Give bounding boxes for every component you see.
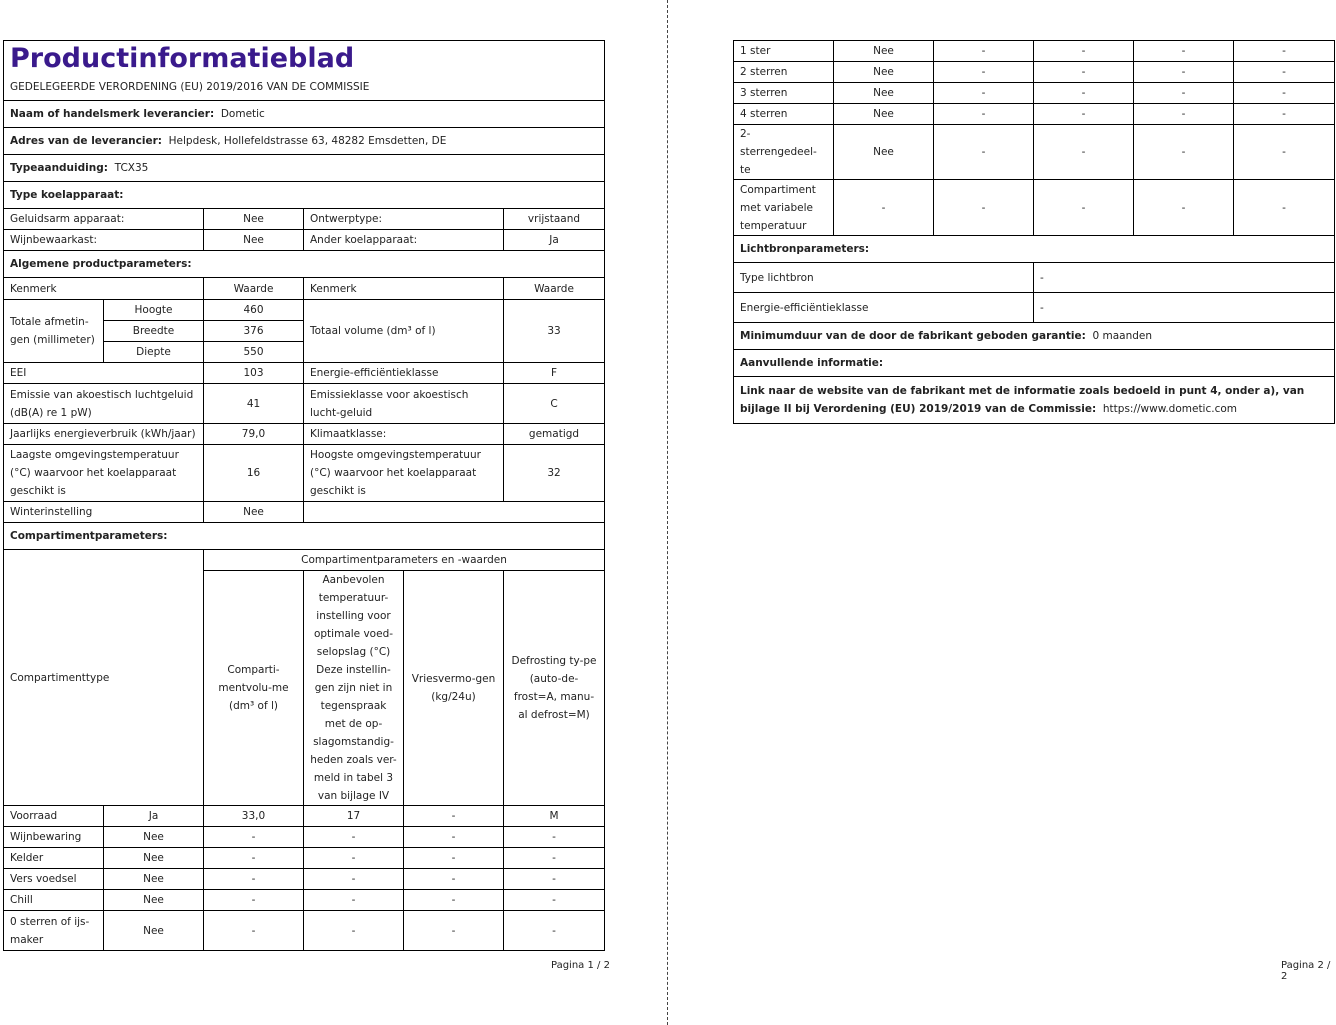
product-info-table-continued (733, 40, 1335, 424)
compartment-freeze: - (1134, 180, 1234, 236)
compartment-present: Nee (104, 911, 204, 951)
wine-cabinet-label: Wijnbewaarkast: (4, 230, 204, 251)
volume-label: Totaal volume (dm³ of l) (304, 300, 504, 363)
compartment-temp: - (304, 827, 404, 848)
compartment-volume: - (934, 41, 1034, 62)
compartment-temp: - (1034, 62, 1134, 83)
compartment-temp: - (1034, 125, 1134, 180)
page-2 (733, 40, 1334, 424)
height-value: 460 (204, 300, 304, 321)
climate-class-value: gematigd (504, 424, 605, 445)
noise-class-value: C (504, 384, 605, 424)
column-waarde-right: Waarde (504, 278, 605, 300)
min-temp-value: 16 (204, 445, 304, 502)
light-class-label: Energie-efficiëntieklasse (734, 293, 1034, 323)
compartment-present: Nee (104, 890, 204, 911)
compartment-present: Nee (104, 848, 204, 869)
compartment-freeze: - (404, 869, 504, 890)
compartment-volume: - (934, 104, 1034, 125)
compartment-defrost: - (1234, 104, 1335, 125)
table-row (734, 104, 1335, 125)
energy-class-label: Energie-efficiëntieklasse (304, 363, 504, 384)
max-temp-value: 32 (504, 445, 605, 502)
compartment-present: Nee (834, 41, 934, 62)
min-temp-label: Laagste omgevingstemperatuur (°C) waarvoor het koelapparaat geschikt is (4, 445, 204, 502)
table-row (4, 890, 605, 911)
noise-emission-label: Emissie van akoestisch luchtgeluid (dB(A) re 1 pW) (4, 384, 204, 424)
compartment-freeze: - (404, 827, 504, 848)
compartment-present: Nee (104, 869, 204, 890)
supplier-name-value: Dometic (220, 108, 265, 120)
compartment-present: - (834, 180, 934, 236)
noise-class-label: Emissieklasse voor akoestisch lucht-geluid (304, 384, 504, 424)
compartment-freeze: - (1134, 125, 1234, 180)
climate-class-label: Klimaatklasse: (304, 424, 504, 445)
compartment-name: 2 sterren (734, 62, 834, 83)
compartment-name: Kelder (4, 848, 104, 869)
compartment-temp: - (1034, 180, 1134, 236)
compartment-volume: - (934, 62, 1034, 83)
supplier-address-label: Adres van de leverancier: (10, 135, 162, 147)
compartment-name: Voorraad (4, 806, 104, 827)
compartment-volume: - (204, 827, 304, 848)
warranty-value: 0 maanden (1092, 330, 1153, 342)
product-info-table (3, 40, 605, 951)
design-type-label: Ontwerptype: (304, 209, 504, 230)
depth-value: 550 (204, 342, 304, 363)
table-row (734, 83, 1335, 104)
compartment-volume: - (934, 180, 1034, 236)
compartment-defrost: M (504, 806, 605, 827)
compartment-temp: - (304, 848, 404, 869)
compartment-temp-header: Aanbevolen temperatuur-instelling voor optimale voed-selopslag (°C) Deze instellin-gen zijn niet in tegenspraak met de op-slagomstandig-heden zoals ver-meld in tabel 3 van bijlage IV (304, 571, 404, 806)
annual-energy-label: Jaarlijks energieverbruik (kWh/jaar) (4, 424, 204, 445)
low-noise-label: Geluidsarm apparaat: (4, 209, 204, 230)
compartment-present: Nee (834, 83, 934, 104)
other-appliance-value: Ja (504, 230, 605, 251)
additional-header: Aanvullende informatie: (734, 350, 1335, 377)
regulation-subtitle: GEDELEGEERDE VERORDENING (EU) 2019/2016 VAN DE COMMISSIE (10, 81, 370, 93)
table-row (4, 848, 605, 869)
website-link-label: Link naar de website van de fabrikant met de informatie zoals bedoeld in punt 4, onder a), van bijlage II bij Verordening (EU) 2019/2019 van de Commissie: (740, 385, 1305, 415)
compartment-defrost: - (1234, 125, 1335, 180)
page-number-2: Pagina 2 / 2 (1281, 960, 1331, 982)
table-row (734, 62, 1335, 83)
height-label: Hoogte (104, 300, 204, 321)
compartment-freeze: - (1134, 41, 1234, 62)
compartment-defrost: - (1234, 62, 1335, 83)
design-type-value: vrijstaand (504, 209, 605, 230)
compartment-defrost: - (504, 869, 605, 890)
model-value: TCX35 (114, 162, 149, 174)
compartment-name: Compartiment met variabele temperatuur (734, 180, 834, 236)
compartment-freeze: - (404, 806, 504, 827)
column-kenmerk-left: Kenmerk (4, 278, 204, 300)
table-row (4, 911, 605, 951)
dimensions-label: Totale afmetin-gen (millimeter) (4, 300, 104, 363)
compartment-volume: - (934, 83, 1034, 104)
compartment-present: Nee (104, 827, 204, 848)
light-header: Lichtbronparameters: (734, 236, 1335, 263)
compartment-present: Nee (834, 62, 934, 83)
table-row (4, 827, 605, 848)
page-number-1: Pagina 1 / 2 (551, 960, 610, 971)
compartment-name: 3 sterren (734, 83, 834, 104)
compartment-name: Wijnbewaring (4, 827, 104, 848)
compartment-temp: - (304, 869, 404, 890)
column-waarde-left: Waarde (204, 278, 304, 300)
compartment-name: 2-sterrengedeel-te (734, 125, 834, 180)
table-row (734, 41, 1335, 62)
table-row (4, 806, 605, 827)
table-row (734, 125, 1335, 180)
compartment-temp: - (304, 911, 404, 951)
page-1 (3, 40, 604, 951)
eei-label: EEI (4, 363, 204, 384)
compartment-temp: 17 (304, 806, 404, 827)
page-title: Productinformatieblad (10, 43, 355, 74)
compartment-present: Ja (104, 806, 204, 827)
winter-label: Winterinstelling (4, 502, 204, 523)
compartment-type-label: Compartimenttype (4, 550, 204, 806)
compartment-temp: - (1034, 104, 1134, 125)
compartment-present: Nee (834, 125, 934, 180)
compartment-volume: - (204, 848, 304, 869)
volume-value: 33 (504, 300, 605, 363)
type-header: Type koelapparaat: (4, 182, 605, 209)
winter-value: Nee (204, 502, 304, 523)
low-noise-value: Nee (204, 209, 304, 230)
compartment-freeze: - (404, 848, 504, 869)
compartment-defrost: - (1234, 83, 1335, 104)
compartment-volume-header: Comparti-mentvolu-me (dm³ of l) (204, 571, 304, 806)
compartment-freeze: - (404, 911, 504, 951)
warranty-label: Minimumduur van de door de fabrikant geboden garantie: (740, 330, 1086, 342)
compartment-name: Vers voedsel (4, 869, 104, 890)
compartment-volume: - (204, 869, 304, 890)
compartment-defrost: - (504, 848, 605, 869)
compartment-header: Compartimentparameters: (4, 523, 605, 550)
compartment-name: 1 ster (734, 41, 834, 62)
column-kenmerk-right: Kenmerk (304, 278, 504, 300)
width-value: 376 (204, 321, 304, 342)
width-label: Breedte (104, 321, 204, 342)
compartment-present: Nee (834, 104, 934, 125)
compartment-defrost-header: Defrosting ty-pe (auto-de-frost=A, manu-al defrost=M) (504, 571, 605, 806)
compartment-defrost: - (1234, 180, 1335, 236)
max-temp-label: Hoogste omgevingstemperatuur (°C) waarvoor het koelapparaat geschikt is (304, 445, 504, 502)
compartment-temp: - (304, 890, 404, 911)
compartment-volume: - (934, 125, 1034, 180)
supplier-name-label: Naam of handelsmerk leverancier: (10, 108, 215, 120)
model-label: Typeaanduiding: (10, 162, 108, 174)
compartment-volume: - (204, 911, 304, 951)
compartment-freeze: - (404, 890, 504, 911)
compartment-freeze: - (1134, 104, 1234, 125)
light-type-value: - (1034, 263, 1335, 293)
website-link[interactable]: https://www.dometic.com (1102, 403, 1238, 415)
other-appliance-label: Ander koelapparaat: (304, 230, 504, 251)
compartment-name: 4 sterren (734, 104, 834, 125)
compartment-defrost: - (504, 827, 605, 848)
noise-emission-value: 41 (204, 384, 304, 424)
compartment-freeze: - (1134, 83, 1234, 104)
compartment-volume: - (204, 890, 304, 911)
table-row (734, 180, 1335, 236)
compartment-params-label: Compartimentparameters en -waarden (204, 550, 605, 571)
compartment-volume: 33,0 (204, 806, 304, 827)
compartment-defrost: - (504, 911, 605, 951)
compartment-name: Chill (4, 890, 104, 911)
depth-label: Diepte (104, 342, 204, 363)
compartment-freeze: - (1134, 62, 1234, 83)
energy-class-value: F (504, 363, 605, 384)
compartment-temp: - (1034, 41, 1134, 62)
supplier-address-value: Helpdesk, Hollefeldstrasse 63, 48282 Emsdetten, DE (168, 135, 447, 147)
compartment-freeze-header: Vriesvermo-gen (kg/24u) (404, 571, 504, 806)
annual-energy-value: 79,0 (204, 424, 304, 445)
eei-value: 103 (204, 363, 304, 384)
wine-cabinet-value: Nee (204, 230, 304, 251)
table-row (4, 869, 605, 890)
compartment-name: 0 sterren of ijs-maker (4, 911, 104, 951)
light-type-label: Type lichtbron (734, 263, 1034, 293)
compartment-temp: - (1034, 83, 1134, 104)
compartment-defrost: - (504, 890, 605, 911)
page-divider (667, 0, 668, 1025)
general-header: Algemene productparameters: (4, 251, 605, 278)
light-class-value: - (1034, 293, 1335, 323)
compartment-defrost: - (1234, 41, 1335, 62)
